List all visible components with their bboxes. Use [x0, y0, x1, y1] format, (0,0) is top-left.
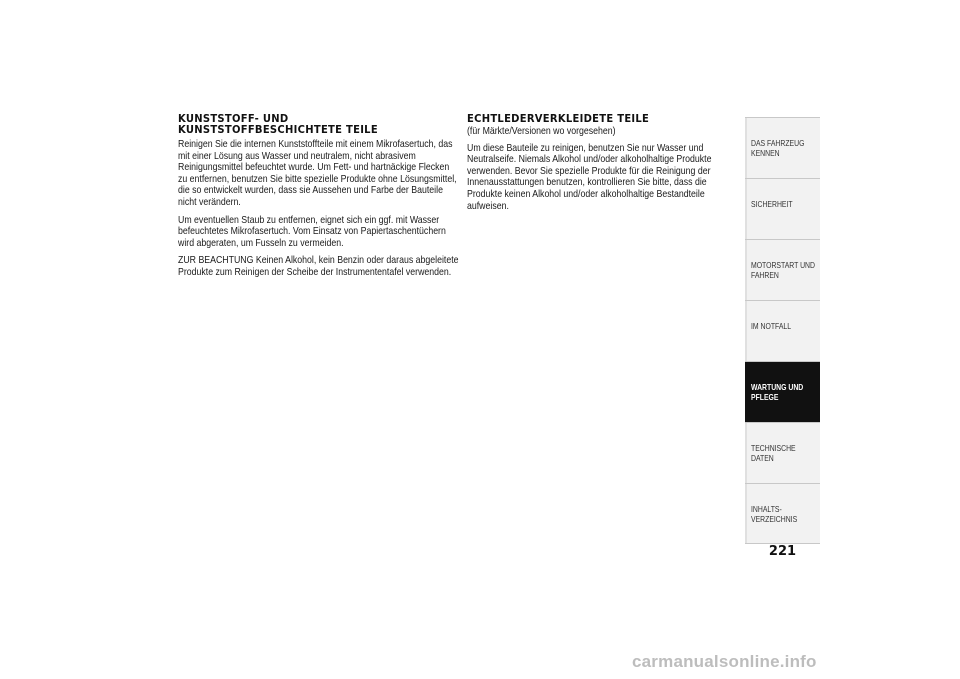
tab-label: IM NOTFALL — [751, 321, 792, 331]
section-heading-kunststoff — [178, 114, 446, 136]
page-number: 221 — [768, 544, 797, 559]
left-column — [178, 114, 460, 285]
right-column — [467, 114, 739, 212]
tab-label: DAS FAHRZEUG KENNEN — [751, 138, 805, 158]
watermark: carmanualsonline.info — [632, 652, 817, 671]
tab-im-notfall[interactable] — [745, 300, 820, 361]
tab-das-fahrzeug-kennen[interactable] — [745, 117, 820, 178]
heading-line-2: KUNSTSTOFFBESCHICHTETE TEILE — [178, 124, 378, 136]
left-body — [178, 139, 459, 279]
tab-sicherheit[interactable] — [745, 178, 820, 239]
chapter-tabs — [745, 117, 820, 544]
paragraph-dust: Um eventuellen Staub zu entfernen, eignet sich ein ggf. mit Wasser befeuchtetes Mikrofasertuch. Vom Einsatz von Papiertaschentüchern wird abgeraten, um Fusseln zu vermeiden. — [178, 214, 446, 249]
tab-inhaltsverzeichnis[interactable] — [745, 483, 820, 544]
section-heading-echtleder: ECHTLEDERVERKLEIDETE TEILE — [467, 113, 650, 125]
tab-wartung-und-pflege[interactable] — [745, 361, 820, 422]
tab-technische-daten[interactable] — [745, 422, 820, 483]
tab-label: WARTUNG UND PFLEGE — [751, 382, 804, 402]
paragraph-notice: ZUR BEACHTUNG Keinen Alkohol, kein Benzin oder daraus abgeleitete Produkte zum Reinigen der Scheibe der Instrumententafel verwenden. — [178, 255, 459, 278]
tab-label: TECHNISCHE DATEN — [751, 443, 796, 463]
tab-label: INHALTS- VERZEICHNIS — [751, 504, 798, 524]
tab-label: SICHERHEIT — [751, 199, 793, 209]
right-body — [467, 126, 738, 212]
tab-label: MOTORSTART UND FAHREN — [751, 260, 815, 280]
tab-motorstart-und-fahren[interactable] — [745, 239, 820, 300]
heading-line-1: KUNSTSTOFF- UND — [178, 113, 289, 125]
market-note: (für Märkte/Versionen wo vorgesehen) — [467, 126, 616, 137]
paragraph-cleaning: Reinigen Sie die internen Kunststoffteile mit einem Mikrofasertuch, das mit einer Lösung aus Wasser und neutralem, nicht abrasivem Reinigungsmittel befeuchtet wurde. Um Fett- und hartnäckige Flecken zu entfernen, benutzen Sie bitte spezielle Produkte ohne Lösungsmittel, die so entwickelt wurden, dass sie Aussehen und Farbe der Bauteile nicht verändern. — [178, 139, 457, 208]
paragraph-leather: Um diese Bauteile zu reinigen, benutzen Sie nur Wasser und Neutralseife. Niemals Alkohol und/oder alkoholhaltige Produkte verwenden. Bevor Sie spezielle Produkte für die Reinigung der Innenausstattungen benutzen, kontrollieren Sie bitte, dass die Produkte keinen Alkohol und/oder alkoholhaltige Bestandteile aufweisen. — [467, 142, 712, 212]
